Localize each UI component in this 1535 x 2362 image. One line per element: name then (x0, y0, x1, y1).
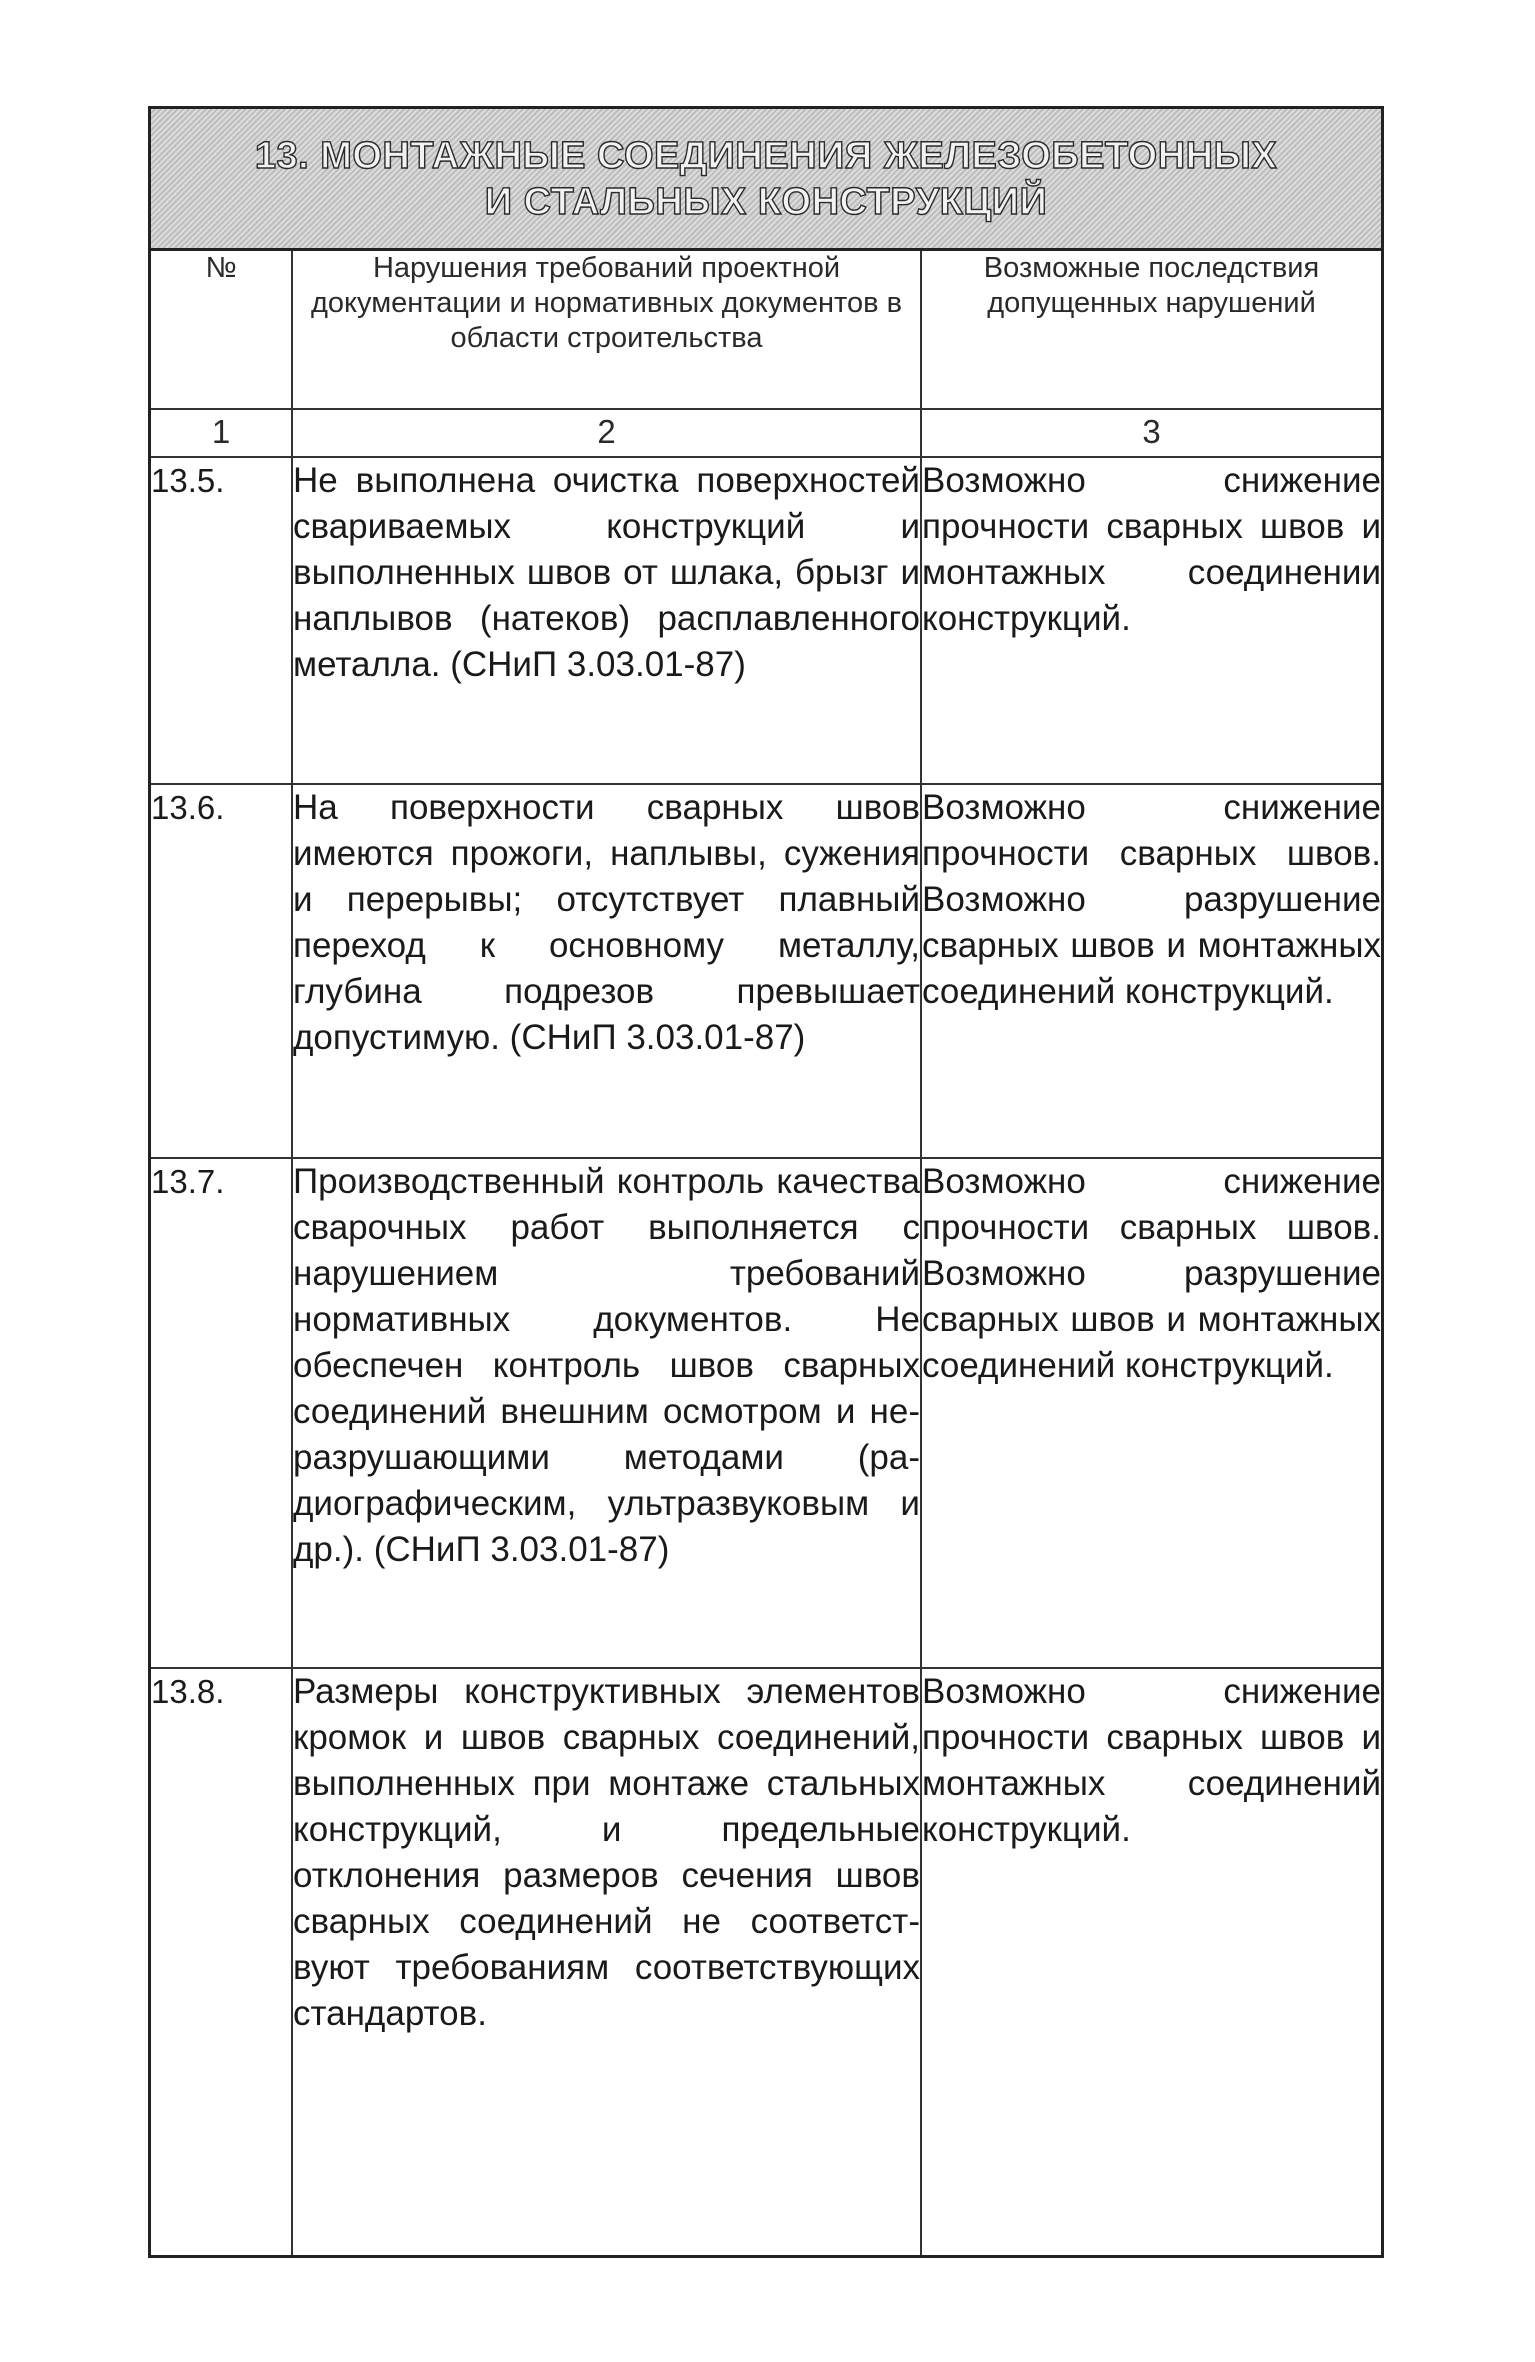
column-number-3: 3 (921, 409, 1381, 457)
header-row (151, 251, 1381, 409)
column-number-row (151, 409, 1381, 457)
header-violations: Нарушения требований проектной документации и нормативных документов в области строительства (292, 251, 921, 409)
table-row (151, 784, 1381, 1158)
row-number: 13.5. (151, 457, 292, 784)
violations-table (151, 251, 1381, 2255)
header-number: № (151, 251, 292, 409)
violation-text: Не выполнена очистка поверхностей свариваемых конструкций и выполненных швов от шлака, брызг и наплывов (натеков) расплавленного металла. (СНиП 3.03.01-87) (292, 457, 921, 784)
column-number-1: 1 (151, 409, 292, 457)
consequence-text: Возможно снижение прочности сварных швов и монтажных соединений конструкций. (921, 1668, 1381, 2255)
consequence-text: Возможно снижение прочности сварных швов. Возможно разрушение сварных швов и монтажных соединений конструкций. (921, 784, 1381, 1158)
column-number-2: 2 (292, 409, 921, 457)
table-row (151, 1158, 1381, 1668)
violation-text: На поверхности сварных швов имеются прожоги, наплывы, сужения и перерывы; отсутствует плавный переход к основному металлу, глубина подрезов превышает допустимую. (СНиП 3.03.01-87) (292, 784, 921, 1158)
table-row (151, 457, 1381, 784)
consequence-text: Возможно снижение прочности сварных швов. Возможно разрушение сварных швов и монтажных соединений конструкций. (921, 1158, 1381, 1668)
table-row (151, 1668, 1381, 2255)
consequence-text: Возможно снижение прочности сварных швов и монтажных соединении конструкций. (921, 457, 1381, 784)
section-title-line-1: 13. МОНТАЖНЫЕ СОЕДИНЕНИЯ ЖЕЛЕЗОБЕТОННЫХ (254, 134, 1278, 177)
violation-text: Производственный контроль качества сварочных работ выполняется с нарушением требований нормативных документов. Не обеспечен контроль швов сварных соединений внешним осмотром и неразрушающими методами (радиографическим, ультразвуковым и др.). (СНиП 3.03.01-87) (292, 1158, 921, 1668)
section-title-band (151, 109, 1381, 251)
header-consequences: Возможные последствия допущенных нарушений (921, 251, 1381, 409)
row-number: 13.8. (151, 1668, 292, 2255)
row-number: 13.7. (151, 1158, 292, 1668)
row-number: 13.6. (151, 784, 292, 1158)
section-title-line-2: И СТАЛЬНЫХ КОНСТРУКЦИЙ (484, 180, 1048, 223)
violation-text: Размеры конструктивных элементов кромок и швов сварных соединений, выполненных при монтаже стальных конструкций, и предельные отклонения размеров сечения швов сварных соединений не соответствуют требованиям соответствующих стандартов. (292, 1668, 921, 2255)
violations-table-sheet (148, 106, 1384, 2258)
